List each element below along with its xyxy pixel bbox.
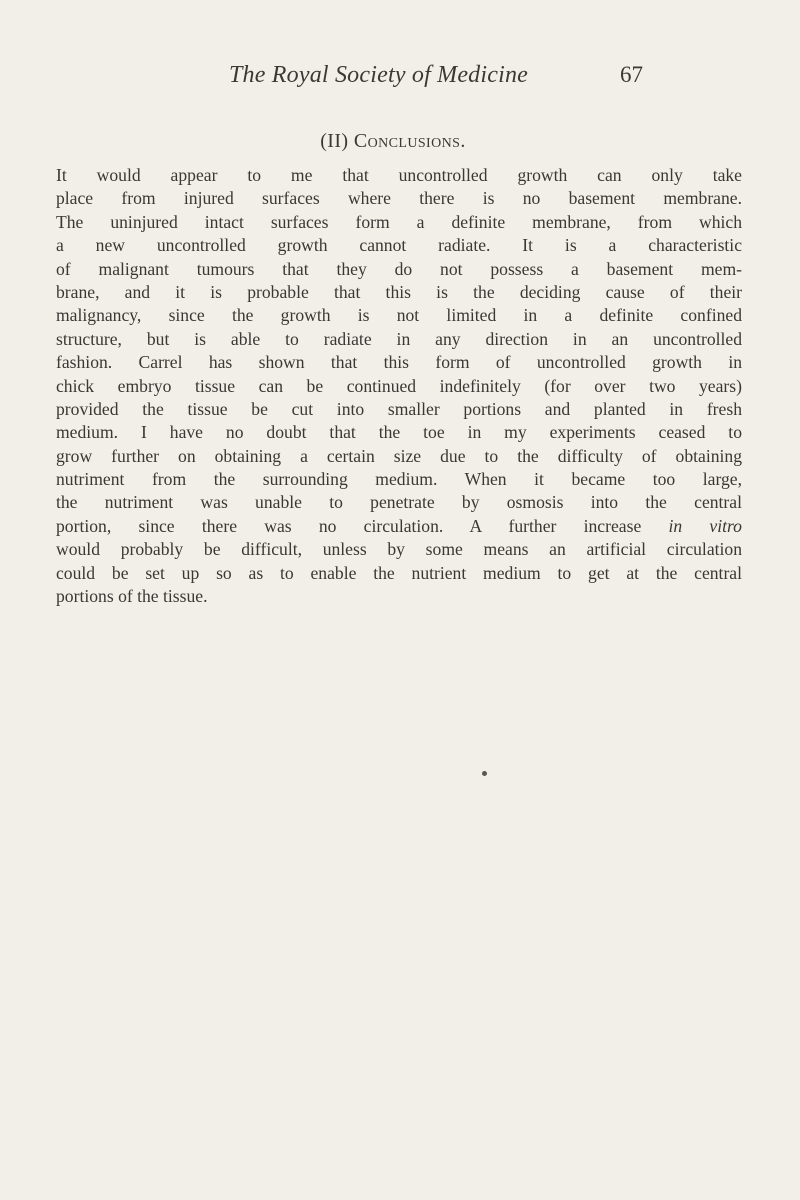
text-line: portions of the tissue. [56,586,208,607]
text-line: the nutriment was unable to penetrate by osmosis into the central [56,492,742,513]
page-number: 67 [620,62,643,87]
running-header [0,62,800,94]
text-line: structure, but is able to radiate in any direction in an uncontrolled [56,328,742,349]
text-line: fashion. Carrel has shown that this form of uncontrolled growth in [56,352,742,373]
ink-speck [482,771,487,776]
section-title: Conclusions. [353,130,466,152]
text-line: chick embryo tissue can be continued indefinitely (for over two years) [56,375,742,396]
italic-phrase: in vitro [668,515,742,536]
text-line: malignancy, since the growth is not limited in a definite confined [56,305,742,326]
text-line: a new uncontrolled growth cannot radiate. It is a characteristic [56,235,742,256]
text-line: place from injured surfaces where there is no basement membrane. [56,188,742,209]
text-line: would probably be difficult, unless by some means an artificial circulation [56,539,742,560]
text-line: provided the tissue be cut into smaller portions and planted in fresh [56,398,742,419]
text-line-with-italic [56,515,742,538]
text-line: It would appear to me that uncontrolled growth can only take [56,165,742,185]
text-line: could be set up so as to enable the nutrient medium to get at the central [56,562,742,583]
text-line: grow further on obtaining a certain size due to the difficulty of obtaining [56,445,742,466]
text-line: brane, and it is probable that this is the deciding cause of their [56,281,742,302]
section-number: (II) [320,130,349,152]
text-line: The uninjured intact surfaces form a definite membrane, from which [56,211,742,232]
text-line: of malignant tumours that they do not possess a basement mem- [56,258,742,279]
running-title: The Royal Society of Medicine [229,62,529,88]
body-paragraph [56,164,742,608]
text-line-start: portion, since there was no circulation. A further increase [56,515,669,536]
section-heading [0,130,800,153]
text-line: nutriment from the surrounding medium. When it became too large, [56,469,742,490]
text-line: medium. I have no doubt that the toe in my experiments ceased to [56,422,742,443]
